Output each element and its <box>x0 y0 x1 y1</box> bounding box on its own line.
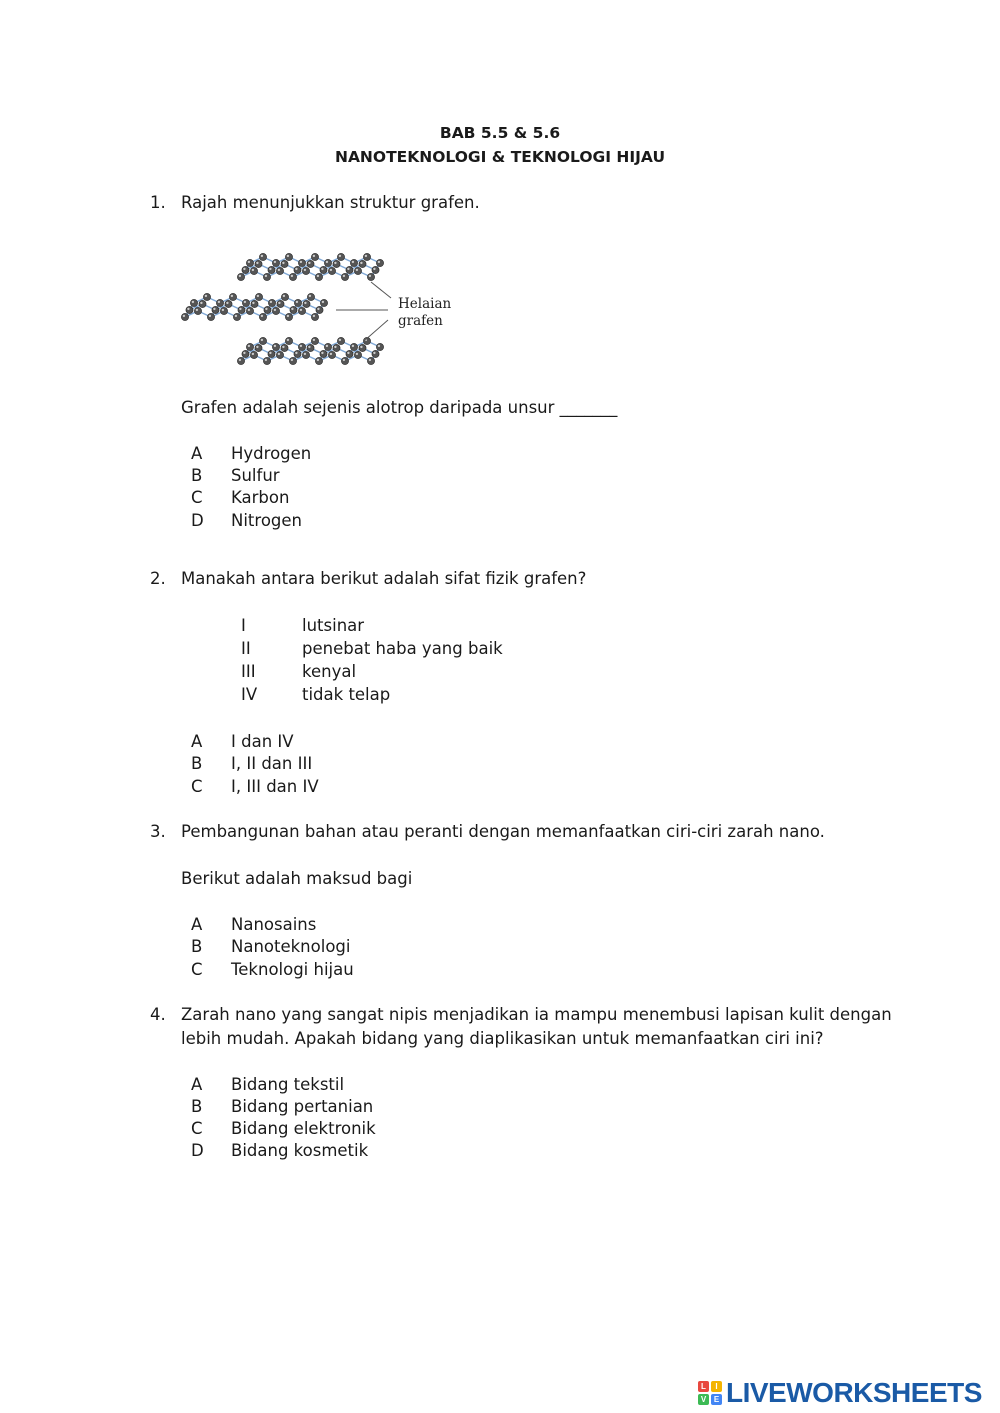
carbon-atom-highlight <box>226 302 228 304</box>
q3-option-letter: A <box>191 915 203 934</box>
carbon-atom-highlight <box>243 268 245 270</box>
carbon-atom <box>359 260 366 267</box>
carbon-atom <box>320 299 327 306</box>
q4-text-line1: Zarah nano yang sangat nipis menjadikan ia mampu menembusi lapisan kulit dengan <box>181 1005 892 1024</box>
carbon-atom-highlight <box>256 262 258 264</box>
carbon-atom <box>294 299 301 306</box>
carbon-atom-highlight <box>252 353 254 355</box>
carbon-atom <box>337 337 344 344</box>
carbon-atom-highlight <box>252 302 254 304</box>
q2-option-text[interactable]: I, II dan III <box>231 754 313 773</box>
carbon-atom-highlight <box>356 353 358 355</box>
carbon-atom-highlight <box>235 315 237 317</box>
carbon-atom <box>337 253 344 260</box>
q3-number: 3. <box>150 822 166 841</box>
carbon-atom-highlight <box>378 345 380 347</box>
carbon-atom-highlight <box>222 309 224 311</box>
carbon-atom <box>363 253 370 260</box>
carbon-atom <box>259 337 266 344</box>
q4-option-letter: D <box>191 1141 204 1160</box>
carbon-atom-highlight <box>304 302 306 304</box>
carbon-atom <box>268 266 275 273</box>
carbon-atom <box>246 343 253 350</box>
q4-number: 4. <box>150 1005 166 1024</box>
carbon-atom <box>272 259 279 266</box>
carbon-atom-highlight <box>278 302 280 304</box>
carbon-atom <box>350 259 357 266</box>
carbon-atom-highlight <box>187 308 189 310</box>
carbon-atom <box>229 293 236 300</box>
graphene-sheet-bottom <box>237 337 383 364</box>
carbon-atom-highlight <box>274 261 276 263</box>
q2-statement-numeral: III <box>241 662 256 681</box>
carbon-atom <box>307 260 314 267</box>
carbon-atom-highlight <box>252 269 254 271</box>
carbon-atom-highlight <box>213 308 215 310</box>
carbon-atom <box>237 273 244 280</box>
carbon-atom <box>376 259 383 266</box>
carbon-atom-highlight <box>248 345 250 347</box>
carbon-atom <box>181 313 188 320</box>
q3-option-text[interactable]: Teknologi hijau <box>231 960 354 979</box>
carbon-atom-highlight <box>365 255 367 257</box>
carbon-atom-highlight <box>304 353 306 355</box>
carbon-atom <box>220 307 227 314</box>
carbon-atom-highlight <box>347 268 349 270</box>
carbon-atom-highlight <box>352 345 354 347</box>
carbon-atom-highlight <box>326 345 328 347</box>
carbon-atom-highlight <box>295 352 297 354</box>
carbon-atom <box>294 350 301 357</box>
q4-option-letter: C <box>191 1119 203 1138</box>
q2-statement-text: penebat haba yang baik <box>302 639 503 658</box>
graphene-sheet-top <box>237 253 383 280</box>
carbon-atom <box>367 273 374 280</box>
carbon-atom <box>341 357 348 364</box>
carbon-atom <box>281 260 288 267</box>
carbon-atom-highlight <box>274 309 276 311</box>
carbon-atom <box>225 300 232 307</box>
worksheet-title: NANOTEKNOLOGI & TEKNOLOGI HIJAU <box>334 148 666 166</box>
carbon-atom-highlight <box>295 268 297 270</box>
carbon-atom <box>285 253 292 260</box>
carbon-atom-highlight <box>261 315 263 317</box>
carbon-atom <box>303 300 310 307</box>
carbon-atom-highlight <box>369 359 371 361</box>
carbon-atom-highlight <box>334 262 336 264</box>
carbon-atom-highlight <box>287 315 289 317</box>
q1-prompt: Grafen adalah sejenis alotrop daripada unsur _______ <box>181 398 618 417</box>
q1-option-text[interactable]: Hydrogen <box>231 444 312 463</box>
carbon-atom-highlight <box>339 339 341 341</box>
q1-number: 1. <box>150 193 166 212</box>
carbon-atom <box>277 300 284 307</box>
carbon-atom-highlight <box>309 295 311 297</box>
carbon-atom <box>298 307 305 314</box>
carbon-atom <box>290 306 297 313</box>
carbon-atom-highlight <box>282 262 284 264</box>
carbon-atom <box>272 343 279 350</box>
q3-text: Pembangunan bahan atau peranti dengan memanfaatkan ciri-ciri zarah nano. <box>181 822 825 841</box>
carbon-atom-highlight <box>209 315 211 317</box>
carbon-atom-highlight <box>308 262 310 264</box>
carbon-atom-highlight <box>321 268 323 270</box>
carbon-atom-highlight <box>313 339 315 341</box>
carbon-atom <box>324 343 331 350</box>
carbon-atom-highlight <box>183 315 185 317</box>
carbon-atom <box>237 357 244 364</box>
carbon-atom <box>324 259 331 266</box>
carbon-atom <box>242 299 249 306</box>
carbon-atom-highlight <box>360 262 362 264</box>
diagram-label-1: Helaian <box>398 296 452 312</box>
carbon-atom-highlight <box>278 353 280 355</box>
carbon-atom <box>372 350 379 357</box>
q2-option-text[interactable]: I, III dan IV <box>231 777 319 796</box>
q3-option-text[interactable]: Nanoteknologi <box>231 937 351 956</box>
carbon-atom <box>212 306 219 313</box>
carbon-atom <box>268 350 275 357</box>
q2-statement-text: lutsinar <box>302 616 365 635</box>
carbon-atom-highlight <box>296 301 298 303</box>
liveworksheets-logo-icon <box>698 1381 722 1405</box>
carbon-atom <box>311 337 318 344</box>
q1-option-text[interactable]: Nitrogen <box>231 511 302 530</box>
carbon-atom <box>346 350 353 357</box>
carbon-atom <box>315 273 322 280</box>
carbon-atom <box>289 357 296 364</box>
q2-option-letter: C <box>191 777 203 796</box>
carbon-atom <box>298 259 305 266</box>
carbon-atom <box>302 267 309 274</box>
worksheet-chapter: BAB 5.5 & 5.6 <box>439 124 561 142</box>
logo-cell: V <box>698 1394 709 1405</box>
q2-option-letter: B <box>191 754 203 773</box>
liveworksheets-logo[interactable] <box>698 1378 982 1408</box>
carbon-atom-highlight <box>231 295 233 297</box>
carbon-atom-highlight <box>261 339 263 341</box>
q3-option-text[interactable]: Nanosains <box>231 915 317 934</box>
q1-option-letter: B <box>191 466 203 485</box>
carbon-atom <box>354 351 361 358</box>
carbon-atom <box>350 343 357 350</box>
carbon-atom-highlight <box>218 301 220 303</box>
q3-option-letter: C <box>191 960 203 979</box>
q1-option-text[interactable]: Karbon <box>231 488 290 507</box>
carbon-atom-highlight <box>330 269 332 271</box>
carbon-atom-highlight <box>239 275 241 277</box>
q1-option-letter: D <box>191 511 204 530</box>
carbon-atom <box>203 293 210 300</box>
carbon-atom-highlight <box>378 261 380 263</box>
carbon-atom <box>216 299 223 306</box>
carbon-atom <box>307 344 314 351</box>
carbon-atom-highlight <box>317 308 319 310</box>
carbon-atom <box>341 273 348 280</box>
q4-option-text[interactable]: Bidang tekstil <box>231 1075 345 1094</box>
q2-statement-text: kenyal <box>302 662 357 681</box>
carbon-atom <box>311 313 318 320</box>
carbon-atom <box>255 260 262 267</box>
q4-option-text[interactable]: Bidang kosmetik <box>231 1141 369 1160</box>
carbon-atom <box>190 299 197 306</box>
diagram-label-2: grafen <box>398 313 443 329</box>
carbon-atom-highlight <box>283 295 285 297</box>
carbon-atom-highlight <box>352 261 354 263</box>
carbon-atom <box>194 307 201 314</box>
carbon-atom-highlight <box>334 346 336 348</box>
carbon-atom-highlight <box>291 308 293 310</box>
carbon-atom-highlight <box>291 359 293 361</box>
carbon-atom-highlight <box>282 346 284 348</box>
q2-statement-numeral: IV <box>241 685 258 704</box>
carbon-atom-highlight <box>287 255 289 257</box>
q3-prompt: Berikut adalah maksud bagi <box>181 869 413 888</box>
carbon-atom-highlight <box>373 352 375 354</box>
carbon-atom-highlight <box>265 275 267 277</box>
carbon-atom <box>242 266 249 273</box>
carbon-atom-highlight <box>269 268 271 270</box>
carbon-atom-highlight <box>196 309 198 311</box>
pointer-line-bottom <box>364 320 388 341</box>
carbon-atom <box>242 350 249 357</box>
carbon-atom-highlight <box>313 315 315 317</box>
q1-option-letter: C <box>191 488 203 507</box>
carbon-atom-highlight <box>356 269 358 271</box>
carbon-atom-highlight <box>256 346 258 348</box>
q4-option-text[interactable]: Bidang pertanian <box>231 1097 374 1116</box>
carbon-atom-highlight <box>300 261 302 263</box>
carbon-atom <box>268 299 275 306</box>
carbon-atom <box>238 306 245 313</box>
carbon-atom <box>376 343 383 350</box>
carbon-atom <box>259 253 266 260</box>
carbon-atom-highlight <box>200 302 202 304</box>
carbon-atom-highlight <box>270 301 272 303</box>
q2-option-text[interactable]: I dan IV <box>231 732 294 751</box>
carbon-atom-highlight <box>278 269 280 271</box>
q2-text: Manakah antara berikut adalah sifat fizik grafen? <box>181 569 587 588</box>
graphene-sheet-middle <box>181 293 327 320</box>
carbon-atom <box>359 344 366 351</box>
carbon-atom <box>328 351 335 358</box>
carbon-atom-highlight <box>360 346 362 348</box>
carbon-atom-highlight <box>326 261 328 263</box>
carbon-atom <box>307 293 314 300</box>
carbon-atom <box>233 313 240 320</box>
carbon-atom <box>285 313 292 320</box>
carbon-atom-highlight <box>257 295 259 297</box>
carbon-atom <box>246 307 253 314</box>
carbon-atom <box>255 293 262 300</box>
carbon-atom-highlight <box>287 339 289 341</box>
q1-text: Rajah menunjukkan struktur grafen. <box>181 193 480 212</box>
carbon-atom-highlight <box>243 352 245 354</box>
carbon-atom-highlight <box>261 255 263 257</box>
q4-option-text[interactable]: Bidang elektronik <box>231 1119 376 1138</box>
q2-statement-text: tidak telap <box>302 685 391 704</box>
carbon-atom-highlight <box>192 301 194 303</box>
carbon-atom-highlight <box>339 255 341 257</box>
carbon-atom <box>250 351 257 358</box>
carbon-atom-highlight <box>313 255 315 257</box>
carbon-atom-highlight <box>317 275 319 277</box>
carbon-atom <box>372 266 379 273</box>
carbon-atom <box>263 357 270 364</box>
carbon-atom <box>367 357 374 364</box>
pointer-line-top <box>371 282 391 298</box>
carbon-atom-highlight <box>239 359 241 361</box>
q4-option-letter: A <box>191 1075 203 1094</box>
carbon-atom-highlight <box>248 261 250 263</box>
carbon-atom <box>250 267 257 274</box>
carbon-atom <box>320 350 327 357</box>
carbon-atom <box>281 344 288 351</box>
logo-cell: E <box>711 1394 722 1405</box>
carbon-atom-highlight <box>274 345 276 347</box>
carbon-atom <box>289 273 296 280</box>
carbon-atom-highlight <box>343 359 345 361</box>
carbon-atom-highlight <box>265 308 267 310</box>
q3-option-letter: B <box>191 937 203 956</box>
carbon-atom <box>199 300 206 307</box>
carbon-atom-highlight <box>248 309 250 311</box>
carbon-atom-highlight <box>347 352 349 354</box>
q1-option-letter: A <box>191 444 203 463</box>
carbon-atom-highlight <box>373 268 375 270</box>
carbon-atom <box>285 337 292 344</box>
carbon-atom-highlight <box>317 359 319 361</box>
carbon-atom <box>276 351 283 358</box>
carbon-atom-highlight <box>300 309 302 311</box>
carbon-atom <box>207 313 214 320</box>
carbon-atom-highlight <box>330 353 332 355</box>
carbon-atom <box>302 351 309 358</box>
carbon-atom <box>186 306 193 313</box>
carbon-atom-highlight <box>205 295 207 297</box>
carbon-atom <box>263 273 270 280</box>
q4-option-letter: B <box>191 1097 203 1116</box>
q2-statement-numeral: II <box>241 639 251 658</box>
carbon-atom <box>333 260 340 267</box>
carbon-atom-highlight <box>265 359 267 361</box>
carbon-atom <box>264 306 271 313</box>
carbon-atom <box>316 306 323 313</box>
carbon-atom <box>315 357 322 364</box>
carbon-atom <box>276 267 283 274</box>
carbon-atom-highlight <box>308 346 310 348</box>
carbon-atom-highlight <box>300 345 302 347</box>
q2-number: 2. <box>150 569 166 588</box>
carbon-atom <box>298 343 305 350</box>
carbon-atom-highlight <box>269 352 271 354</box>
carbon-atom <box>346 266 353 273</box>
carbon-atom <box>311 253 318 260</box>
logo-cell: L <box>698 1381 709 1392</box>
carbon-atom-highlight <box>369 275 371 277</box>
carbon-atom <box>294 266 301 273</box>
graphene-diagram <box>178 238 458 373</box>
q4-text-line2: lebih mudah. Apakah bidang yang diaplikasikan untuk memanfaatkan ciri ini? <box>181 1029 824 1048</box>
carbon-atom <box>354 267 361 274</box>
liveworksheets-logo-text: LIVEWORKSHEETS <box>726 1377 982 1408</box>
carbon-atom-highlight <box>321 352 323 354</box>
q1-option-text[interactable]: Sulfur <box>231 466 280 485</box>
carbon-atom-highlight <box>244 301 246 303</box>
logo-cell: I <box>711 1381 722 1392</box>
carbon-atom <box>272 307 279 314</box>
carbon-atom <box>320 266 327 273</box>
carbon-atom-highlight <box>291 275 293 277</box>
carbon-atom-highlight <box>343 275 345 277</box>
carbon-atom-highlight <box>304 269 306 271</box>
carbon-atom <box>281 293 288 300</box>
carbon-atom <box>328 267 335 274</box>
carbon-atom-highlight <box>239 308 241 310</box>
carbon-atom <box>333 344 340 351</box>
carbon-atom <box>246 259 253 266</box>
carbon-atom-highlight <box>322 301 324 303</box>
q2-statement-numeral: I <box>241 616 246 635</box>
q2-option-letter: A <box>191 732 203 751</box>
carbon-atom <box>255 344 262 351</box>
carbon-atom <box>251 300 258 307</box>
carbon-atom <box>259 313 266 320</box>
